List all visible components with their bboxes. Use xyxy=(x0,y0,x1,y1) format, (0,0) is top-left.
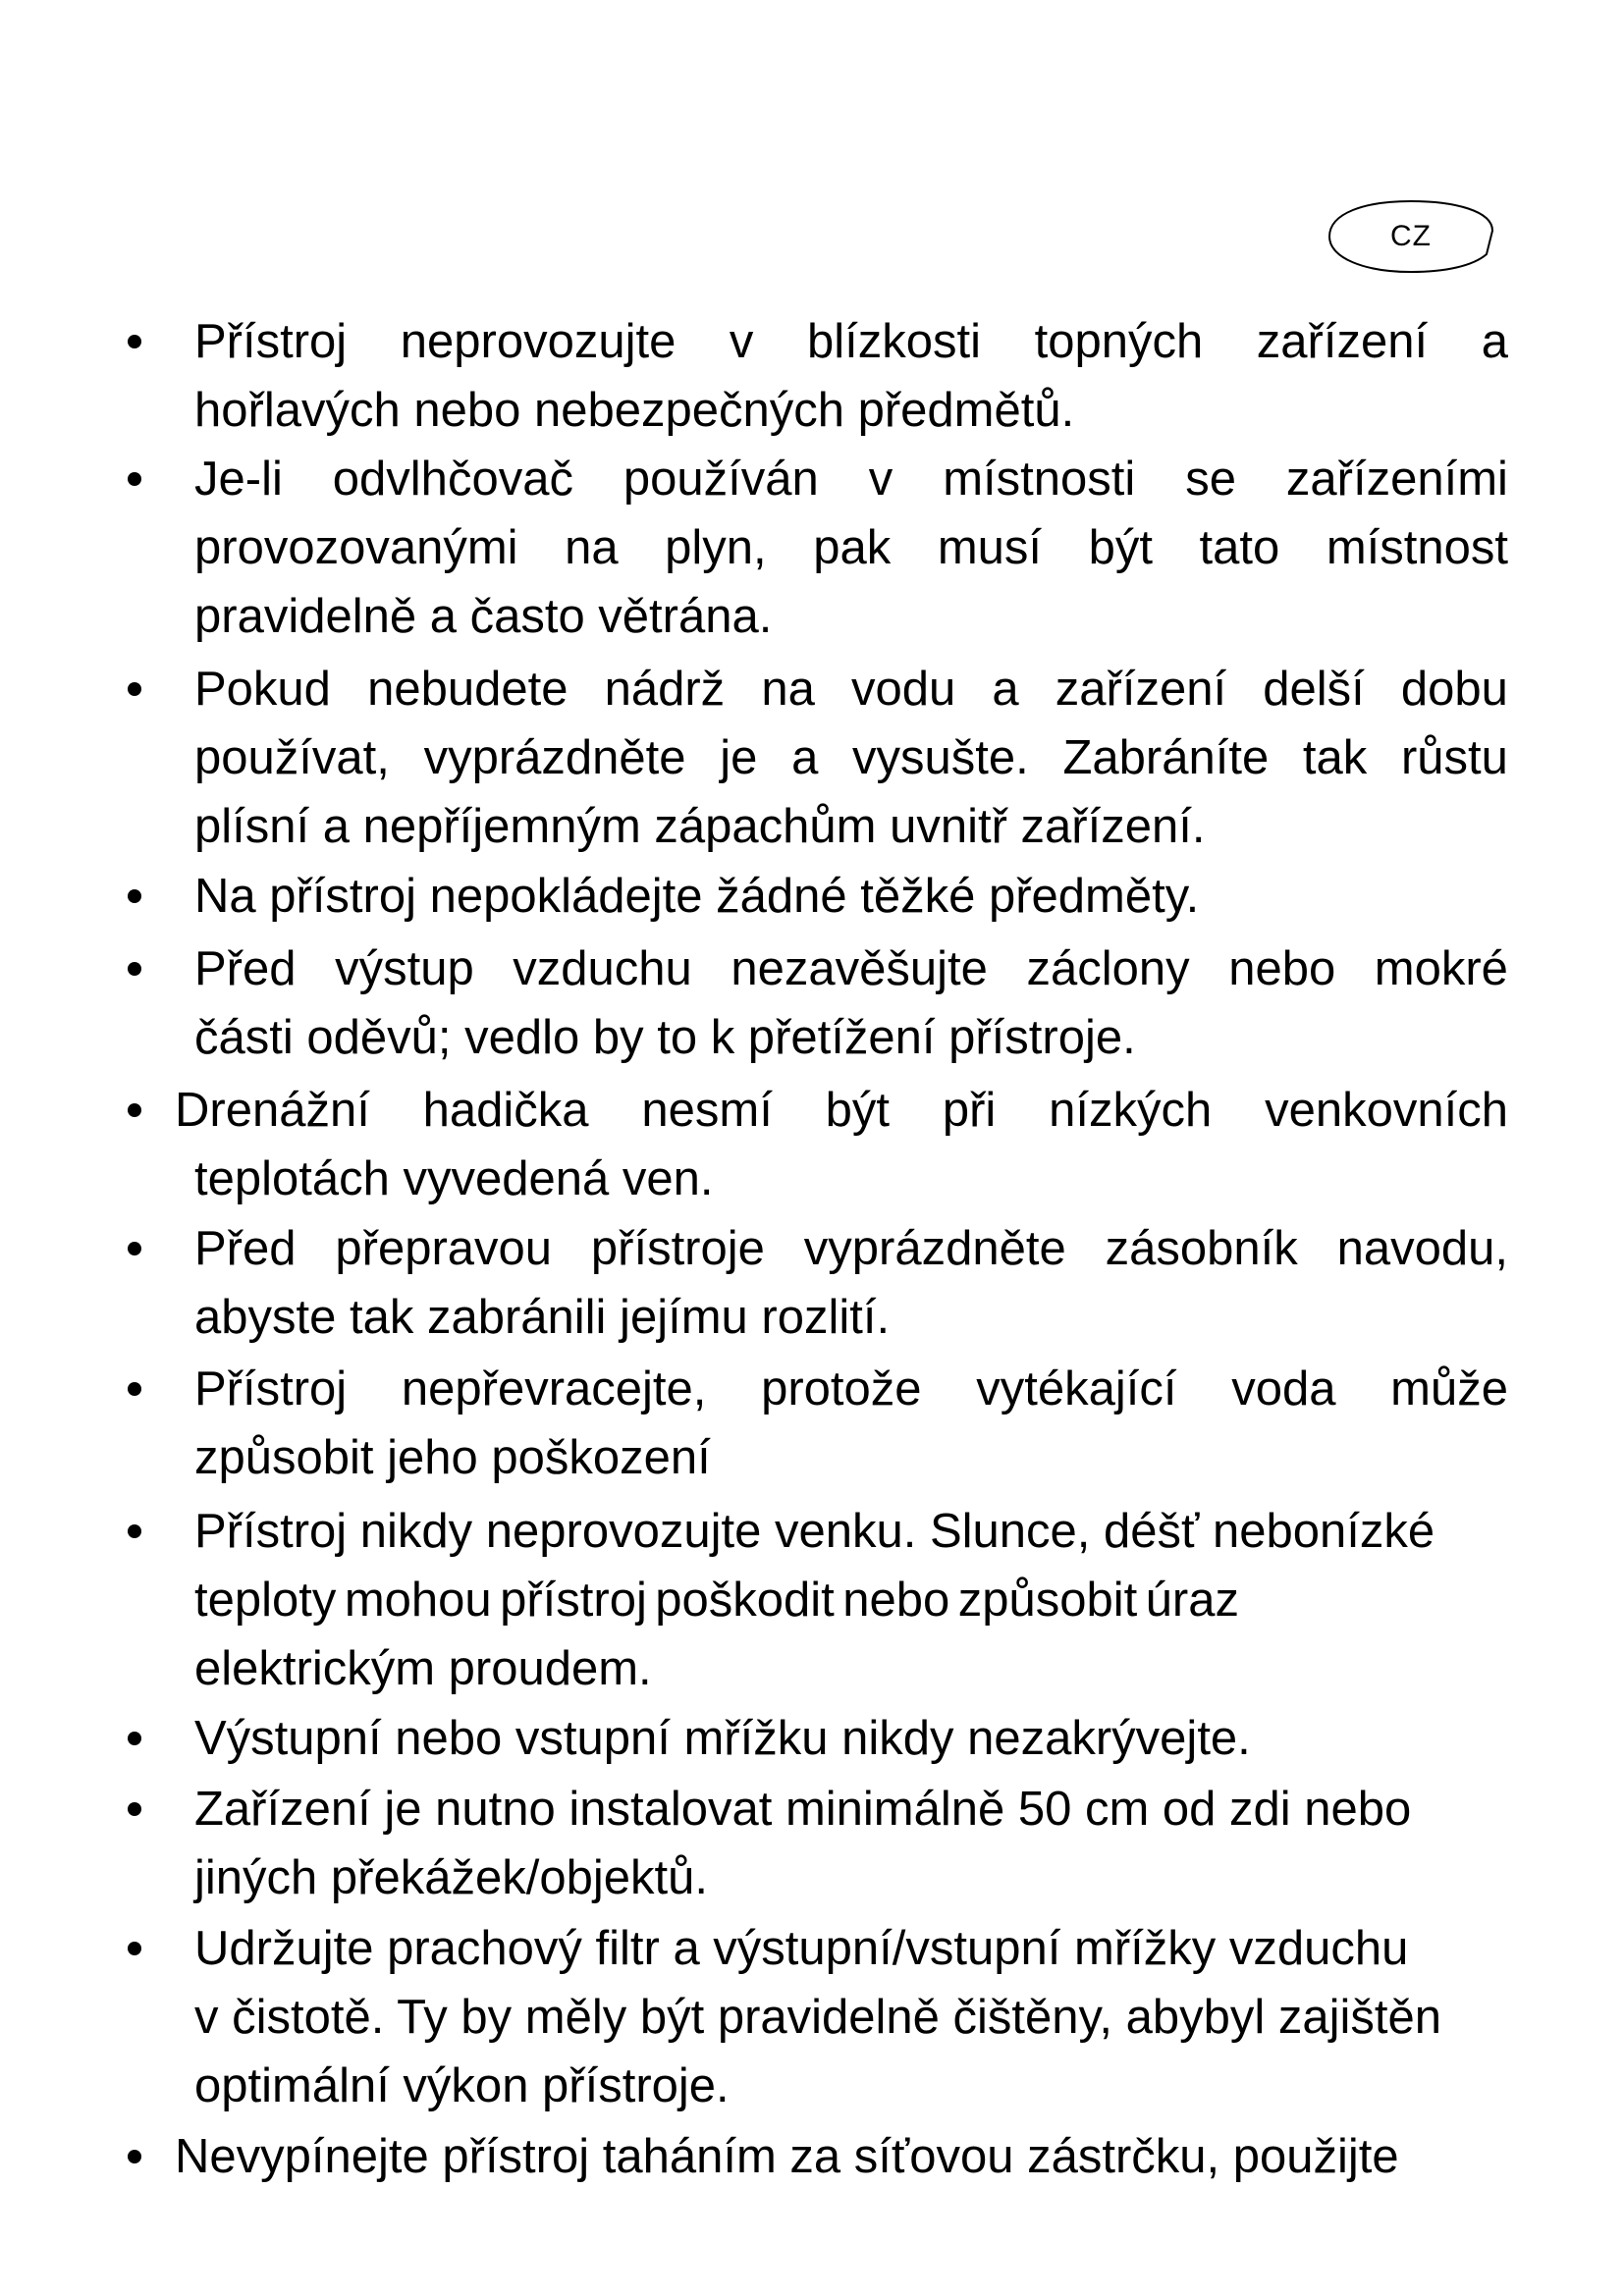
bullet-icon xyxy=(128,335,141,348)
list-item-line: Přístroj nepřevracejte, protože vytékající voda může xyxy=(194,1362,1508,1415)
list-item-line: hořlavých nebo nebezpečných předmětů. xyxy=(194,384,1075,437)
list-item-line: způsobit jeho poškození xyxy=(194,1431,711,1484)
bullet-icon xyxy=(128,1103,141,1117)
language-badge xyxy=(1327,199,1494,274)
bullet-icon xyxy=(128,1942,141,1955)
list-item-line: Před výstup vzduchu nezavěšujte záclony nebo mokré xyxy=(194,942,1508,995)
list-item-line: Zařízení je nutno instalovat minimálně 50 cm od zdi nebo xyxy=(194,1783,1412,1836)
bullet-icon xyxy=(128,889,141,903)
bullet-icon xyxy=(128,1242,141,1255)
badge-label: CZ xyxy=(1390,220,1432,252)
list-item-line: části oděvů; vedlo by to k přetížení přístroje. xyxy=(194,1011,1136,1064)
list-item-line: Před přepravou přístroje vyprázdněte zásobník navodu, xyxy=(194,1222,1508,1275)
list-item-line: Výstupní nebo vstupní mřížku nikdy nezakrývejte. xyxy=(194,1712,1251,1765)
list-item-line: Udržujte prachový filtr a výstupní/vstupní mřížky vzduchu xyxy=(194,1922,1409,1975)
list-item-line: Nevypínejte přístroj taháním za síťovou zástrčku, použijte xyxy=(175,2130,1399,2183)
bullet-icon xyxy=(128,682,141,696)
bullet-icon xyxy=(128,1524,141,1538)
list-item-line: teploty mohou přístroj poškodit nebo způsobit úraz xyxy=(194,1574,1239,1627)
list-item-line: elektrickým proudem. xyxy=(194,1642,652,1695)
list-item-line: Na přístroj nepokládejte žádné těžké předměty. xyxy=(194,870,1200,923)
list-item-line: používat, vyprázdněte je a vysušte. Zabráníte tak růstu xyxy=(194,731,1508,784)
bullet-icon xyxy=(128,962,141,976)
list-item-line: provozovanými na plyn, pak musí být tato místnost xyxy=(194,521,1508,574)
bullet-icon xyxy=(128,1382,141,1396)
list-item-line: Pokud nebudete nádrž na vodu a zařízení delší dobu xyxy=(194,663,1508,716)
list-item-line: Je-li odvlhčovač používán v místnosti se zařízeními xyxy=(194,453,1508,506)
list-item-line: plísní a nepříjemným zápachům uvnitř zařízení. xyxy=(194,800,1206,853)
list-item-line: Přístroj nikdy neprovozujte venku. Slunce, déšť nebonízké xyxy=(194,1505,1435,1558)
list-item-line: abyste tak zabránili jejímu rozlití. xyxy=(194,1291,891,1344)
list-item-line: teplotách vyvedená ven. xyxy=(194,1152,714,1205)
list-item-line: optimální výkon přístroje. xyxy=(194,2059,730,2112)
list-item-line: jiných překážek/objektů. xyxy=(194,1851,708,1904)
bullet-icon xyxy=(128,1732,141,1745)
list-item-line: Drenážní hadička nesmí být při nízkých venkovních xyxy=(175,1084,1508,1137)
list-item-line: Přístroj neprovozujte v blízkosti topných zařízení a xyxy=(194,315,1508,368)
list-item-line: v čistotě. Ty by měly být pravidelně čištěny, abybyl zajištěn xyxy=(194,1991,1442,2044)
bullet-icon xyxy=(128,1802,141,1816)
bullet-icon xyxy=(128,472,141,486)
list-item-line: pravidelně a často větrána. xyxy=(194,590,773,643)
bullet-icon xyxy=(128,2150,141,2163)
